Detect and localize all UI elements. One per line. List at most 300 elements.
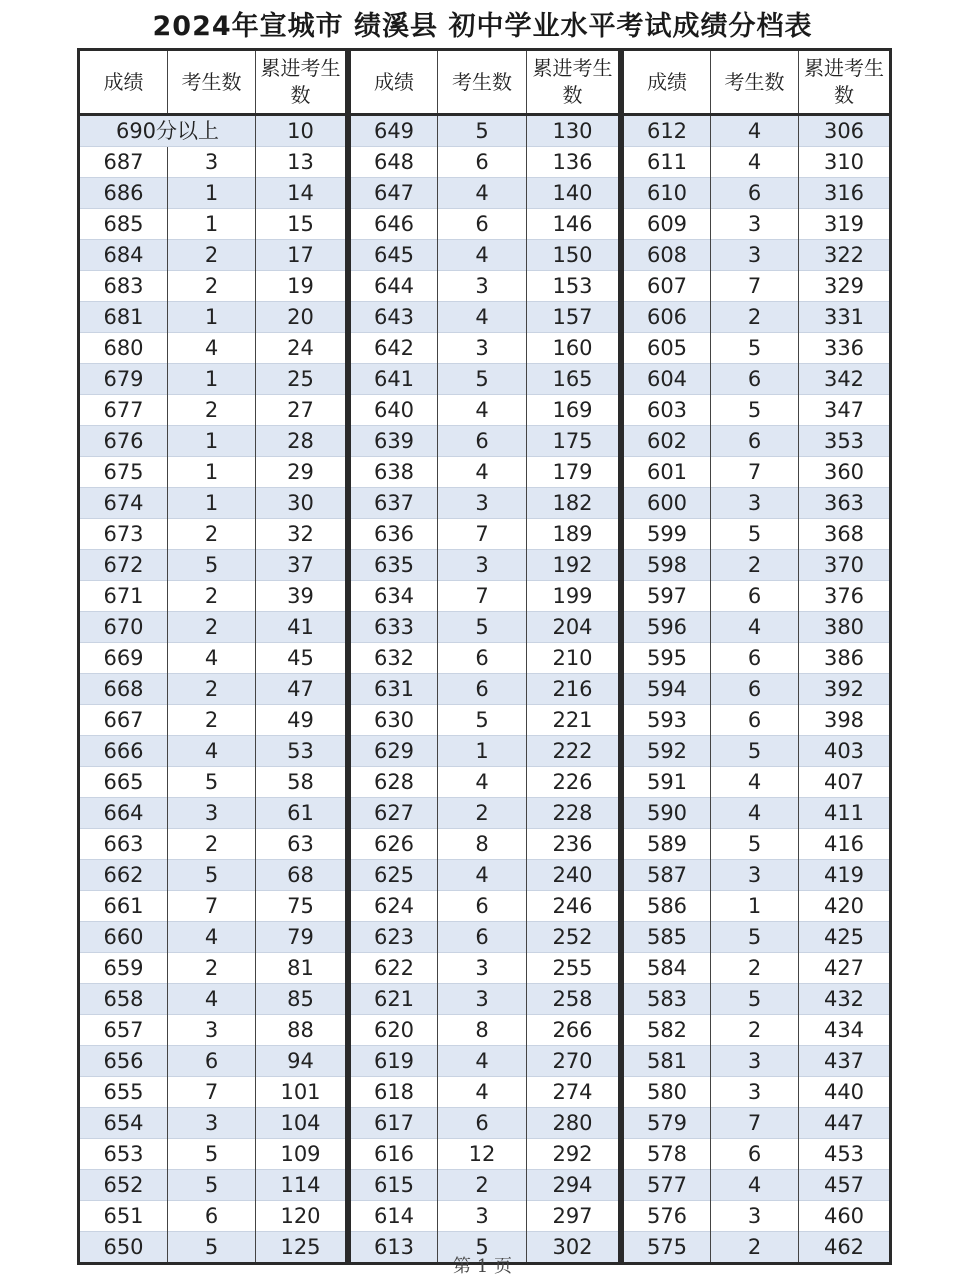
cell-score: 684 — [79, 240, 168, 271]
cell-cumulative: 302 — [527, 1232, 620, 1264]
cell-score: 627 — [350, 798, 438, 829]
table-row — [350, 1077, 620, 1108]
cell-cumulative: 192 — [527, 550, 620, 581]
cell-count: 3 — [438, 271, 527, 302]
cell-count: 5 — [168, 1170, 256, 1201]
cell-cumulative: 258 — [527, 984, 620, 1015]
cell-cumulative: 85 — [256, 984, 347, 1015]
cell-score: 660 — [79, 922, 168, 953]
cell-count: 7 — [711, 1108, 799, 1139]
cell-cumulative: 453 — [799, 1139, 891, 1170]
cell-score: 641 — [350, 364, 438, 395]
score-table-sheet — [77, 48, 887, 1259]
table-row — [350, 984, 620, 1015]
cell-cumulative: 58 — [256, 767, 347, 798]
cell-count: 4 — [438, 178, 527, 209]
cell-score: 579 — [623, 1108, 711, 1139]
table-row — [79, 922, 347, 953]
cell-cumulative: 294 — [527, 1170, 620, 1201]
cell-score: 596 — [623, 612, 711, 643]
table-row — [623, 1077, 891, 1108]
table-row — [79, 1015, 347, 1046]
header-row — [79, 50, 347, 115]
cell-count: 3 — [168, 1108, 256, 1139]
cell-score: 687 — [79, 147, 168, 178]
cell-count: 4 — [168, 922, 256, 953]
cell-cumulative: 81 — [256, 953, 347, 984]
cell-score: 656 — [79, 1046, 168, 1077]
cell-score: 628 — [350, 767, 438, 798]
cell-cumulative: 266 — [527, 1015, 620, 1046]
cell-score: 679 — [79, 364, 168, 395]
cell-count: 6 — [438, 1108, 527, 1139]
cell-score: 650 — [79, 1232, 168, 1264]
table-row — [79, 115, 347, 147]
cell-count: 6 — [711, 1139, 799, 1170]
table-row — [623, 953, 891, 984]
cell-count: 1 — [168, 302, 256, 333]
table-row — [350, 798, 620, 829]
cell-count: 8 — [438, 1015, 527, 1046]
cell-count: 7 — [711, 271, 799, 302]
cell-score: 662 — [79, 860, 168, 891]
cell-cumulative: 39 — [256, 581, 347, 612]
table-row — [350, 612, 620, 643]
table-row — [350, 674, 620, 705]
cell-cumulative: 53 — [256, 736, 347, 767]
cell-count: 4 — [438, 457, 527, 488]
cell-count: 3 — [168, 1015, 256, 1046]
cell-score: 611 — [623, 147, 711, 178]
table-row — [623, 829, 891, 860]
cell-score: 584 — [623, 953, 711, 984]
table-row — [623, 147, 891, 178]
cell-score: 605 — [623, 333, 711, 364]
cell-cumulative: 210 — [527, 643, 620, 674]
cell-score: 582 — [623, 1015, 711, 1046]
table-row — [79, 891, 347, 922]
cell-score: 585 — [623, 922, 711, 953]
cell-score: 598 — [623, 550, 711, 581]
cell-count: 6 — [438, 922, 527, 953]
cell-count: 5 — [438, 364, 527, 395]
cell-cumulative: 63 — [256, 829, 347, 860]
cell-count: 2 — [168, 395, 256, 426]
cell-score: 649 — [350, 115, 438, 147]
cell-count: 3 — [438, 1201, 527, 1232]
table-row — [79, 457, 347, 488]
cell-cumulative: 104 — [256, 1108, 347, 1139]
cell-count: 3 — [711, 860, 799, 891]
table-row — [623, 209, 891, 240]
cell-score: 632 — [350, 643, 438, 674]
table-row — [350, 643, 620, 674]
table-row — [79, 519, 347, 550]
cell-count: 3 — [711, 209, 799, 240]
table-row — [623, 798, 891, 829]
cell-score: 577 — [623, 1170, 711, 1201]
cell-count: 2 — [168, 519, 256, 550]
table-row — [79, 550, 347, 581]
cell-count: 4 — [711, 767, 799, 798]
cell-count: 2 — [711, 953, 799, 984]
table-row — [350, 736, 620, 767]
cell-score: 670 — [79, 612, 168, 643]
table-row — [623, 271, 891, 302]
cell-cumulative: 363 — [799, 488, 891, 519]
cell-score: 616 — [350, 1139, 438, 1170]
header-cumulative: 累进考生数 — [799, 50, 891, 115]
table-row — [79, 395, 347, 426]
cell-score: 654 — [79, 1108, 168, 1139]
table-row — [79, 426, 347, 457]
table-row — [79, 1201, 347, 1232]
cell-count: 3 — [711, 1046, 799, 1077]
cell-score: 587 — [623, 860, 711, 891]
cell-count: 5 — [168, 550, 256, 581]
cell-count: 4 — [438, 395, 527, 426]
table-row — [79, 674, 347, 705]
cell-score: 672 — [79, 550, 168, 581]
table-row — [79, 798, 347, 829]
table-row — [623, 115, 891, 147]
table-row — [79, 736, 347, 767]
table-row — [79, 147, 347, 178]
cell-cumulative: 15 — [256, 209, 347, 240]
cell-cumulative: 342 — [799, 364, 891, 395]
header-score: 成绩 — [623, 50, 711, 115]
cell-count: 6 — [711, 178, 799, 209]
cell-cumulative: 175 — [527, 426, 620, 457]
cell-score: 617 — [350, 1108, 438, 1139]
cell-score: 677 — [79, 395, 168, 426]
cell-cumulative: 274 — [527, 1077, 620, 1108]
cell-cumulative: 189 — [527, 519, 620, 550]
cell-count: 5 — [438, 705, 527, 736]
cell-count: 4 — [438, 1077, 527, 1108]
cell-count: 4 — [438, 767, 527, 798]
cell-score: 637 — [350, 488, 438, 519]
cell-score: 604 — [623, 364, 711, 395]
cell-count: 2 — [168, 674, 256, 705]
cell-score: 625 — [350, 860, 438, 891]
cell-cumulative: 140 — [527, 178, 620, 209]
table-row — [623, 860, 891, 891]
table-row — [623, 705, 891, 736]
cell-count: 3 — [711, 488, 799, 519]
cell-count: 6 — [711, 705, 799, 736]
cell-score: 589 — [623, 829, 711, 860]
cell-count: 3 — [438, 550, 527, 581]
table-row — [79, 767, 347, 798]
cell-cumulative: 411 — [799, 798, 891, 829]
cell-count: 2 — [168, 705, 256, 736]
cell-count: 6 — [438, 674, 527, 705]
table-row — [79, 1170, 347, 1201]
cell-count: 6 — [438, 643, 527, 674]
cell-cumulative: 370 — [799, 550, 891, 581]
table-row — [79, 1108, 347, 1139]
table-row — [350, 1201, 620, 1232]
cell-score: 607 — [623, 271, 711, 302]
cell-score: 608 — [623, 240, 711, 271]
cell-score: 674 — [79, 488, 168, 519]
table-row — [79, 271, 347, 302]
cell-score: 638 — [350, 457, 438, 488]
cell-score: 633 — [350, 612, 438, 643]
table-row — [623, 364, 891, 395]
cell-count: 2 — [168, 612, 256, 643]
cell-count: 2 — [711, 550, 799, 581]
score-block-2 — [348, 48, 621, 1265]
cell-count: 3 — [711, 1201, 799, 1232]
cell-cumulative: 146 — [527, 209, 620, 240]
table-row — [350, 1015, 620, 1046]
cell-score: 619 — [350, 1046, 438, 1077]
cell-cumulative: 109 — [256, 1139, 347, 1170]
cell-count: 1 — [168, 178, 256, 209]
cell-score: 595 — [623, 643, 711, 674]
cell-score: 580 — [623, 1077, 711, 1108]
cell-score: 609 — [623, 209, 711, 240]
cell-cumulative: 20 — [256, 302, 347, 333]
cell-cumulative: 280 — [527, 1108, 620, 1139]
cell-score: 636 — [350, 519, 438, 550]
cell-count: 2 — [168, 953, 256, 984]
table-row — [623, 550, 891, 581]
table-row — [79, 581, 347, 612]
page-number: 第 1 页 — [453, 1256, 512, 1277]
cell-cumulative: 331 — [799, 302, 891, 333]
table-row — [79, 612, 347, 643]
cell-count: 4 — [168, 333, 256, 364]
cell-cumulative: 403 — [799, 736, 891, 767]
cell-score: 655 — [79, 1077, 168, 1108]
cell-cumulative: 28 — [256, 426, 347, 457]
cell-cumulative: 316 — [799, 178, 891, 209]
cell-count: 7 — [168, 891, 256, 922]
cell-cumulative: 150 — [527, 240, 620, 271]
table-row — [79, 488, 347, 519]
cell-count: 5 — [711, 736, 799, 767]
cell-count: 2 — [438, 798, 527, 829]
table-row — [623, 674, 891, 705]
table-row — [623, 1108, 891, 1139]
header-count: 考生数 — [711, 50, 799, 115]
cell-cumulative: 310 — [799, 147, 891, 178]
cell-score: 621 — [350, 984, 438, 1015]
cell-count: 2 — [168, 240, 256, 271]
table-row — [623, 1139, 891, 1170]
table-row — [79, 860, 347, 891]
table-row — [350, 364, 620, 395]
cell-score: 643 — [350, 302, 438, 333]
table-row — [350, 333, 620, 364]
table-row — [350, 488, 620, 519]
cell-cumulative: 252 — [527, 922, 620, 953]
cell-cumulative: 306 — [799, 115, 891, 147]
cell-count: 6 — [711, 643, 799, 674]
cell-cumulative: 125 — [256, 1232, 347, 1264]
cell-cumulative: 437 — [799, 1046, 891, 1077]
table-row — [350, 178, 620, 209]
cell-score: 618 — [350, 1077, 438, 1108]
cell-score: 675 — [79, 457, 168, 488]
cell-cumulative: 240 — [527, 860, 620, 891]
cell-cumulative: 29 — [256, 457, 347, 488]
cell-count: 4 — [438, 240, 527, 271]
cell-score: 581 — [623, 1046, 711, 1077]
cell-cumulative: 160 — [527, 333, 620, 364]
cell-count: 6 — [168, 1201, 256, 1232]
table-row — [350, 705, 620, 736]
cell-count: 6 — [438, 147, 527, 178]
cell-score: 630 — [350, 705, 438, 736]
cell-count: 7 — [711, 457, 799, 488]
cell-score: 669 — [79, 643, 168, 674]
table-row — [350, 829, 620, 860]
table-row — [623, 302, 891, 333]
cell-cumulative: 221 — [527, 705, 620, 736]
header-cumulative: 累进考生数 — [256, 50, 347, 115]
table-row — [623, 488, 891, 519]
table-row — [350, 457, 620, 488]
cell-cumulative: 182 — [527, 488, 620, 519]
cell-cumulative: 246 — [527, 891, 620, 922]
cell-count: 1 — [168, 209, 256, 240]
cell-count: 1 — [168, 457, 256, 488]
cell-score: 645 — [350, 240, 438, 271]
cell-cumulative: 360 — [799, 457, 891, 488]
cell-cumulative: 120 — [256, 1201, 347, 1232]
cell-score: 640 — [350, 395, 438, 426]
cell-score: 634 — [350, 581, 438, 612]
cell-count: 4 — [711, 147, 799, 178]
cell-count: 6 — [168, 1046, 256, 1077]
table-row — [79, 209, 347, 240]
cell-cumulative: 462 — [799, 1232, 891, 1264]
cell-count: 5 — [711, 395, 799, 426]
table-row — [79, 829, 347, 860]
table-row — [350, 426, 620, 457]
cell-count: 5 — [711, 519, 799, 550]
cell-score: 576 — [623, 1201, 711, 1232]
table-row — [79, 1139, 347, 1170]
table-row — [623, 891, 891, 922]
cell-cumulative: 32 — [256, 519, 347, 550]
table-row — [350, 891, 620, 922]
table-row — [623, 736, 891, 767]
cell-count: 5 — [438, 1232, 527, 1264]
cell-cumulative: 101 — [256, 1077, 347, 1108]
cell-cumulative: 169 — [527, 395, 620, 426]
cell-cumulative: 10 — [256, 115, 347, 147]
cell-score: 591 — [623, 767, 711, 798]
header-score: 成绩 — [79, 50, 168, 115]
table-row — [623, 178, 891, 209]
cell-count: 5 — [711, 984, 799, 1015]
cell-score: 606 — [623, 302, 711, 333]
cell-cumulative: 165 — [527, 364, 620, 395]
table-row — [623, 1046, 891, 1077]
cell-count: 3 — [168, 147, 256, 178]
table-row — [79, 302, 347, 333]
cell-cumulative: 420 — [799, 891, 891, 922]
cell-count: 4 — [438, 1046, 527, 1077]
cell-cumulative: 297 — [527, 1201, 620, 1232]
cell-score: 631 — [350, 674, 438, 705]
table-row — [79, 953, 347, 984]
table-row — [350, 1108, 620, 1139]
cell-cumulative: 322 — [799, 240, 891, 271]
table-row — [623, 240, 891, 271]
cell-cumulative: 47 — [256, 674, 347, 705]
cell-count: 6 — [438, 891, 527, 922]
cell-count: 5 — [438, 115, 527, 147]
cell-count: 5 — [711, 829, 799, 860]
cell-score: 686 — [79, 178, 168, 209]
cell-cumulative: 368 — [799, 519, 891, 550]
cell-cumulative: 398 — [799, 705, 891, 736]
table-row — [623, 581, 891, 612]
cell-count: 1 — [168, 426, 256, 457]
cell-score: 622 — [350, 953, 438, 984]
cell-score: 657 — [79, 1015, 168, 1046]
cell-score: 652 — [79, 1170, 168, 1201]
table-row — [350, 1170, 620, 1201]
table-row — [623, 426, 891, 457]
cell-score: 646 — [350, 209, 438, 240]
cell-score: 614 — [350, 1201, 438, 1232]
cell-count: 2 — [168, 271, 256, 302]
cell-score: 666 — [79, 736, 168, 767]
cell-cumulative: 434 — [799, 1015, 891, 1046]
cell-count: 6 — [438, 209, 527, 240]
cell-count: 6 — [711, 426, 799, 457]
cell-score: 651 — [79, 1201, 168, 1232]
cell-cumulative: 255 — [527, 953, 620, 984]
cell-score: 676 — [79, 426, 168, 457]
cell-count: 4 — [168, 736, 256, 767]
cell-cumulative: 41 — [256, 612, 347, 643]
table-row — [350, 1046, 620, 1077]
cell-score: 642 — [350, 333, 438, 364]
cell-score: 597 — [623, 581, 711, 612]
cell-count: 2 — [711, 302, 799, 333]
cell-count: 6 — [711, 364, 799, 395]
table-row — [623, 767, 891, 798]
table-row — [79, 984, 347, 1015]
table-row — [79, 1046, 347, 1077]
table-row — [79, 1077, 347, 1108]
cell-cumulative: 136 — [527, 147, 620, 178]
cell-cumulative: 130 — [527, 115, 620, 147]
cell-count: 5 — [168, 860, 256, 891]
cell-count: 12 — [438, 1139, 527, 1170]
table-row — [350, 519, 620, 550]
cell-score: 658 — [79, 984, 168, 1015]
cell-count: 8 — [438, 829, 527, 860]
cell-cumulative: 270 — [527, 1046, 620, 1077]
cell-count: 5 — [168, 767, 256, 798]
cell-cumulative: 457 — [799, 1170, 891, 1201]
table-row — [350, 147, 620, 178]
cell-count: 1 — [438, 736, 527, 767]
cell-cumulative: 14 — [256, 178, 347, 209]
cell-cumulative: 347 — [799, 395, 891, 426]
cell-count: 5 — [438, 612, 527, 643]
cell-cumulative: 24 — [256, 333, 347, 364]
